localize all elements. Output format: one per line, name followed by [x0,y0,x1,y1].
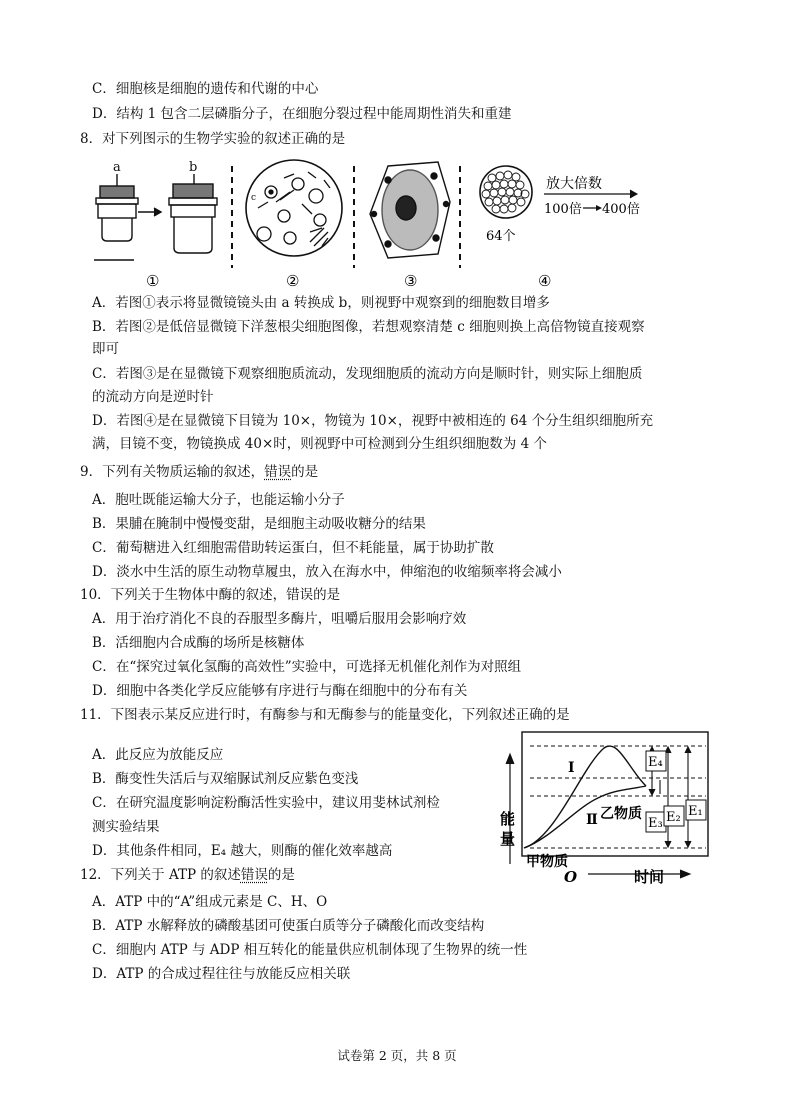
q8-stem: 8．对下列图示的生物学实验的叙述正确的是 [80,131,346,147]
q11-option-a: A．此反应为放能反应 [92,747,224,763]
q12-option-b: B．ATP 水解释放的磷酸基团可使蛋白质等分子磷酸化而改变结构 [92,918,485,934]
E3-label: E₃ [648,816,663,831]
q8-option-c: C．若图③是在显微镜下观察细胞质流动，发现细胞质的流动方向是顺时针，则实际上细胞质 [92,366,643,382]
mag-from: 100倍 [544,202,582,217]
q7-option-d: D．结构 1 包含二层磷脂分子，在细胞分裂过程中能周期性消失和重建 [92,106,512,122]
mag-to: 400倍 [602,202,640,217]
q9-option-d: D．淡水中生活的原生动物草履虫，放入在海水中，伸缩泡的收缩频率将会减小 [92,564,562,580]
q7-option-c: C．细胞核是细胞的遗传和代谢的中心 [92,81,319,97]
fig-num-2: ② [286,272,300,290]
svg-text:c: c [251,193,257,203]
q11-option-c: C．在研究温度影响淀粉酶活性实验中，建议用斐林试剂检 [92,795,440,811]
q10-option-d: D．细胞中各类化学反应能够有序进行与酶在细胞中的分布有关 [92,683,468,699]
fig-num-4: ④ [538,272,552,290]
q11-option-b: B．酶变性失活后与双缩脲试剂反应紫色变浅 [92,771,359,787]
curve-1-label: Ⅰ [568,760,575,776]
fig-num-1: ① [146,272,160,290]
q12-stem-text: 12．下列关于 ATP 的叙述 [80,867,241,883]
q8-option-a: A．若图①表示将显微镜镜头由 a 转换成 b，则视野中观察到的细胞数目增多 [92,295,550,311]
q8-figure [88,158,648,290]
q8-option-b-cont: 即可 [92,341,119,357]
packed-cells-figure [480,166,532,218]
q9-stem-emphasis: 错误 [264,464,292,480]
q10-option-c: C．在“探究过氧化氢酶的高效性”实验中，可选择无机催化剂作为对照组 [92,659,522,675]
q11-stem: 11．下图表示某反应进行时，有酶参与和无酶参与的能量变化，下列叙述正确的是 [80,707,570,723]
q9-option-a: A．胞吐既能运输大分子，也能运输小分子 [92,492,345,508]
x-axis-label: 时间 [634,868,665,886]
E2-label: E₂ [666,810,681,825]
curve-without-enzyme [524,746,646,848]
y-axis-label-2: 量 [500,830,516,848]
q9-stem-end: 的是 [291,464,319,480]
q12-option-a: A．ATP 中的“A”组成元素是 C、H、O [92,894,328,910]
q9-stem [80,463,318,481]
E1-label: E₁ [688,804,703,819]
q12-option-d: D．ATP 的合成过程往往与放能反应相关联 [92,966,351,982]
q8-option-c-cont: 的流动方向是逆时针 [92,389,214,405]
q8-option-b: B．若图②是低倍显微镜下洋葱根尖细胞图像，若想观察清楚 c 细胞则换上高倍物镜直接观察 [92,319,645,335]
q10-option-b: B．活细胞内合成酶的场所是核糖体 [92,635,305,651]
q9-option-b: B．果脯在腌制中慢慢变甜，是细胞主动吸收糖分的结果 [92,516,426,532]
plant-cell-figure [370,162,450,258]
reactant-label: 甲物质 [526,854,568,870]
q9-stem-text: 9．下列有关物质运输的叙述， [80,464,265,480]
page-footer: 试卷第 2 页，共 8 页 [337,1048,457,1063]
E4-label: E₄ [648,755,663,770]
q9-option-c: C．葡萄糖进入红细胞需借助转运蛋白，但不耗能量，属于协助扩散 [92,540,494,556]
objective-lens-figure [94,160,217,260]
fig-num-3: ③ [404,272,418,290]
q10-stem: 10．下列关于生物体中酶的叙述，错误的是 [80,587,341,603]
q8-option-d-cont: 满，目镜不变，物镜换成 40×时，则视野中可检测到分生组织细胞数为 4 个 [92,436,547,452]
y-axis-label-1: 能 [500,810,516,828]
q12-stem [80,866,295,884]
product-label: 乙物质 [600,806,642,822]
cell-count: 64个 [486,229,516,244]
label-a: a [113,160,121,175]
curve-2-label: Ⅱ [586,812,598,828]
root-tip-cells-figure [246,160,342,256]
origin-label: O [564,868,578,886]
q12-option-c: C．细胞内 ATP 与 ADP 相互转化的能量供应机制体现了生物界的统一性 [92,942,528,958]
label-b: b [189,160,198,175]
q10-option-a: A．用于治疗消化不良的吞服型多酶片，咀嚼后服用会影响疗效 [92,611,467,627]
q8-option-d: D．若图④是在显微镜下目镜为 10×，物镜为 10×，视野中被相连的 64 个分生组织细胞所充 [92,413,654,429]
energy-graph [496,728,714,890]
q11-option-c-cont: 测实验结果 [92,819,160,835]
q11-option-d: D．其他条件相同，E₄ 越大，则酶的催化效率越高 [92,843,393,859]
magnification-label: 放大倍数 [546,176,602,192]
q12-stem-emphasis: 错误 [240,867,268,883]
q12-stem-end: 的是 [267,867,295,883]
